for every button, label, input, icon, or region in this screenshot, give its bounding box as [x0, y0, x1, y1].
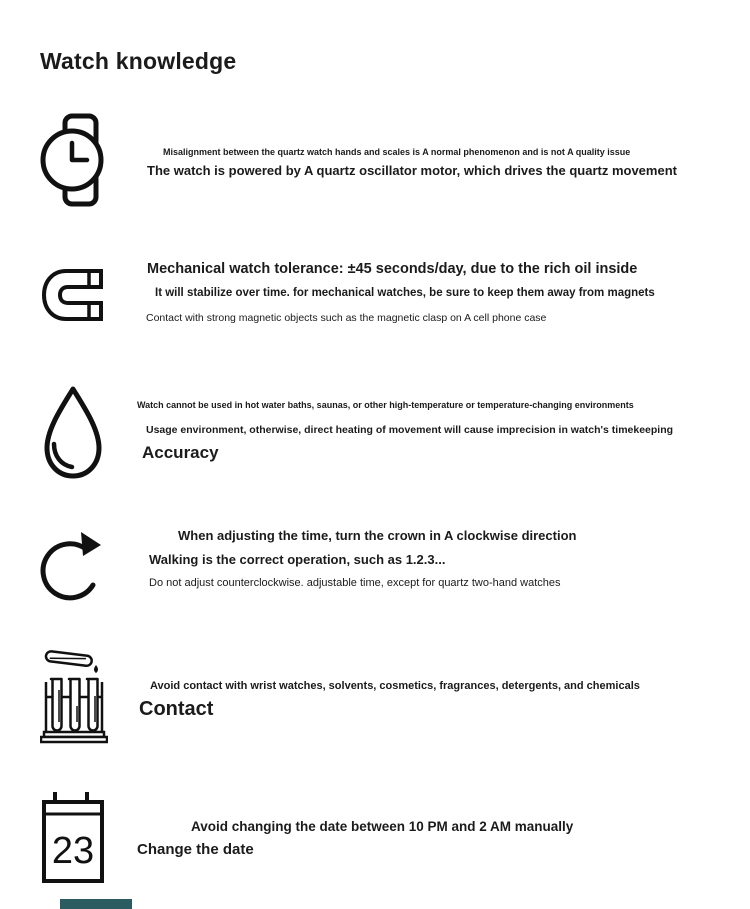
page-title: Watch knowledge	[40, 48, 237, 75]
calendar-day-number: 23	[51, 830, 95, 872]
note-line: Contact with strong magnetic objects such as the magnetic clasp on A cell phone case	[146, 312, 547, 324]
note-line: Do not adjust counterclockwise. adjustable time, except for quartz two-hand watches	[149, 577, 561, 589]
note-line: Usage environment, otherwise, direct heating of movement will cause imprecision in watch's timekeeping	[146, 424, 674, 436]
clockwise-arrow-icon	[38, 525, 108, 614]
note-line: When adjusting the time, turn the crown in A clockwise direction	[178, 528, 577, 543]
note-line: The watch is powered by A quartz oscillator motor, which drives the quartz movement	[147, 163, 677, 178]
note-line: It will stabilize over time. for mechanical watches, be sure to keep them away from magnets	[155, 287, 655, 299]
magnet-icon	[40, 266, 104, 329]
chemicals-icon	[40, 648, 108, 749]
section-heading: Accuracy	[142, 443, 219, 462]
note-line: Walking is the correct operation, such as 1.2.3...	[149, 552, 446, 567]
calendar-icon	[42, 791, 104, 889]
note-line: Watch cannot be used in hot water baths, saunas, or other high-temperature or temperature-changing environments	[137, 400, 634, 410]
note-line: Mechanical watch tolerance: ±45 seconds/day, due to the rich oil inside	[147, 261, 638, 277]
note-line: Avoid contact with wrist watches, solvents, cosmetics, fragrances, detergents, and chemicals	[150, 680, 640, 692]
footer-accent-bar	[60, 899, 132, 909]
water-drop-icon	[40, 385, 106, 486]
note-line: Change the date	[137, 841, 254, 858]
note-line: Misalignment between the quartz watch hands and scales is A normal phenomenon and is not A quality issue	[163, 147, 631, 157]
watch-icon	[38, 112, 104, 213]
note-line: Avoid changing the date between 10 PM and 2 AM manually	[191, 819, 574, 834]
section-heading: Contact	[139, 698, 214, 720]
